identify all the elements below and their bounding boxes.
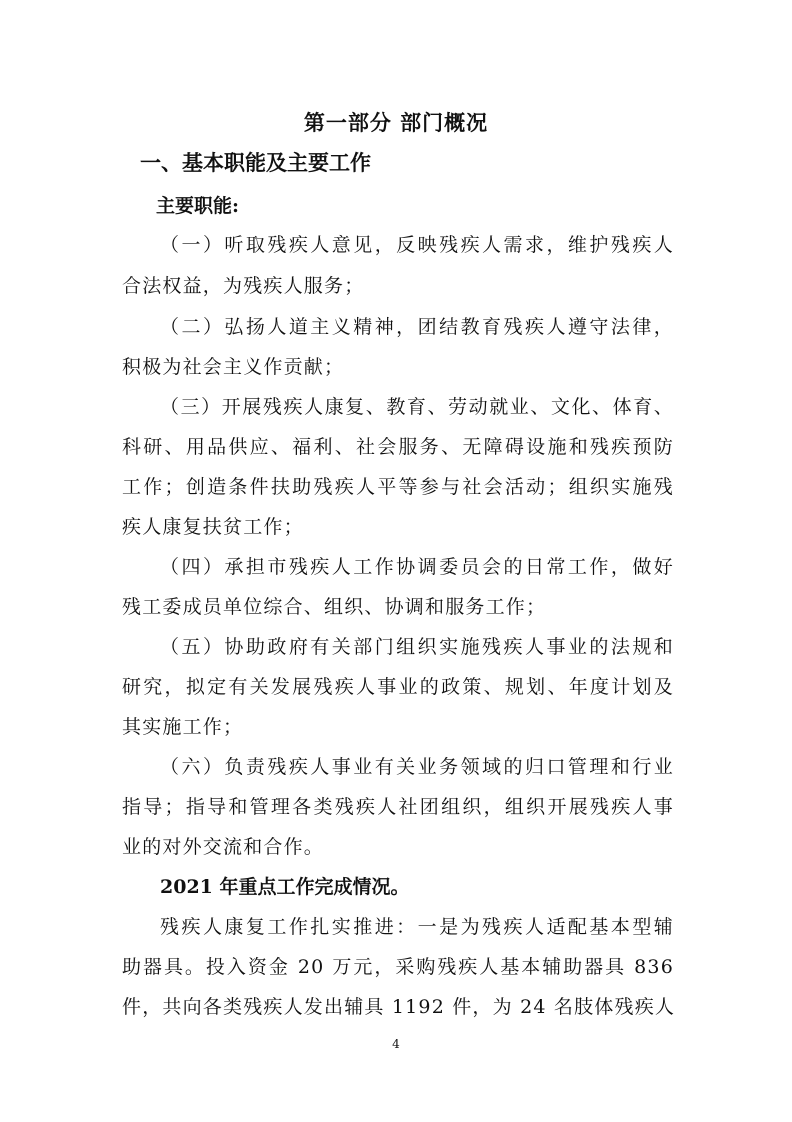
page-title: 第一部分 部门概况 (303, 110, 489, 135)
text-line: （五）协助政府有关部门组织实施残疾人事业的法规和 (160, 636, 674, 658)
text-line: 疾人康复扶贫工作； (122, 516, 304, 538)
text-line: 指导；指导和管理各类残疾人社团组织，组织开展残疾人事 (122, 796, 674, 818)
text-line: （一）听取残疾人意见，反映残疾人需求，维护残疾人 (160, 234, 674, 256)
section-heading: 一、基本职能及主要工作 (140, 151, 371, 175)
text-line: 残工委成员单位综合、组织、协调和服务工作； (122, 596, 547, 618)
text-line: （六）负责残疾人事业有关业务领域的归口管理和行业 (160, 756, 674, 778)
text-line: 工作；创造条件扶助残疾人平等参与社会活动；组织实施残 (122, 476, 674, 498)
text-line: （四）承担市残疾人工作协调委员会的日常工作，做好 (160, 556, 674, 578)
text-line: 件，共向各类残疾人发出辅具 1192 件，为 24 名肢体残疾人 (122, 996, 676, 1018)
functions-label: 主要职能: (156, 195, 240, 217)
page-number: 4 (392, 1037, 400, 1051)
text-line: 其实施工作； (122, 716, 244, 738)
text-line: 研究，拟定有关发展残疾人事业的政策、规划、年度计划及 (122, 676, 674, 698)
text-line: （三）开展残疾人康复、教育、劳动就业、文化、体育、 (160, 396, 674, 418)
text-line: 合法权益，为残疾人服务； (122, 275, 365, 297)
text-line: 科研、用品供应、福利、社会服务、无障碍设施和残疾预防 (122, 436, 674, 458)
text-line: 助器具。投入资金 20 万元，采购残疾人基本辅助器具 836 (122, 956, 674, 978)
text-line: （二）弘扬人道主义精神，团结教育残疾人遵守法律， (160, 316, 674, 338)
text-line: 业的对外交流和合作。 (122, 836, 325, 858)
achievements-label: 2021 年重点工作完成情况。 (160, 876, 410, 898)
text-line: 残疾人康复工作扎实推进：一是为残疾人适配基本型辅 (160, 916, 674, 938)
text-line: 积极为社会主义作贡献； (122, 356, 345, 378)
